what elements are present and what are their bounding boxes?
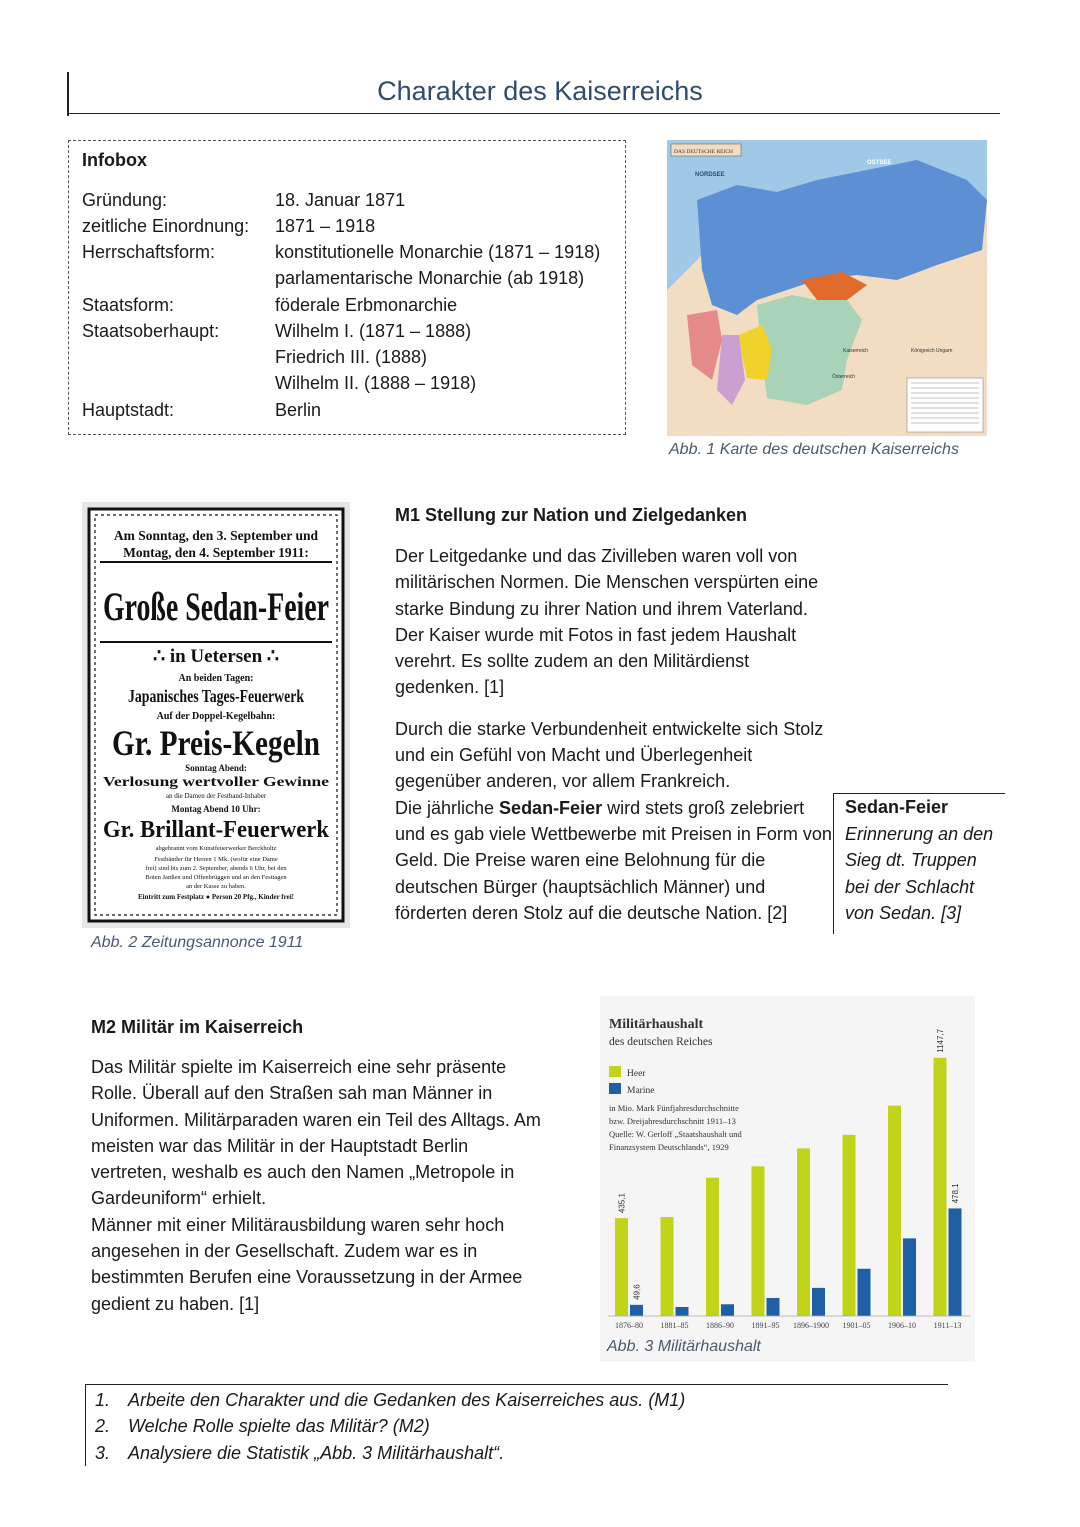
bar-heer-3	[752, 1166, 765, 1316]
bar-marine-1	[676, 1307, 689, 1316]
bar-marine-2	[721, 1304, 734, 1316]
m1-paragraph-2	[395, 795, 835, 926]
bar-marine-4	[812, 1288, 825, 1316]
ad-small-4: an der Kasse zu haben.	[186, 883, 246, 890]
ad-monday: Montag Abend 10 Uhr:	[171, 804, 261, 814]
chart-title: Militärhaushalt	[609, 1017, 704, 1032]
ad-caption: Abb. 2 Zeitungsannonce 1911	[91, 934, 304, 951]
ad-kegeln: Gr. Preis-Kegeln	[112, 723, 320, 763]
task-number: 3.	[95, 1443, 111, 1463]
data-label: 49,6	[632, 1284, 642, 1300]
bar-heer-0	[615, 1218, 628, 1316]
infobox-value: parlamentarische Monarchie (ab 1918)	[275, 268, 585, 288]
map-title: DAS DEUTSCHE REICH	[674, 149, 733, 155]
infobox-value: föderale Erbmonarchie	[275, 295, 458, 315]
x-tick-label: 1896–1900	[793, 1321, 829, 1330]
task-1	[95, 1390, 685, 1411]
task-number: 2.	[95, 1416, 111, 1436]
map-german-empire	[667, 140, 987, 436]
chart-note-1: in Mio. Mark Fünfjahresdurchschnitte	[609, 1103, 739, 1113]
legend-swatch-marine	[609, 1083, 621, 1094]
map-label-austria: Österreich	[832, 374, 856, 380]
infobox-value: konstitutionelle Monarchie (1871 – 1918)	[275, 242, 601, 262]
map-label-kaiserreich: Kaiserreich	[843, 348, 869, 354]
ad-place: ∴ in Uetersen ∴	[152, 646, 280, 667]
ad-brillant: Gr. Brillant-Feuerwerk	[103, 817, 330, 843]
infobox-label: Staatsform:	[82, 295, 175, 315]
x-tick-label: 1886–90	[706, 1321, 734, 1330]
ad-raffle-sub: an die Damen der Festband-Inhaber	[165, 792, 267, 800]
infobox-value: Friedrich III. (1888)	[275, 347, 428, 367]
m1-text	[395, 543, 835, 926]
ad-headline: Große Sedan-Feier	[103, 584, 329, 629]
ad-small-5: Eintritt zum Festplatz ● Person 20 Pfg., Kinder frei!	[138, 893, 294, 901]
ad-raffle: Verlosung wertvoller Gewinne	[103, 775, 329, 790]
m1-heading: M1 Stellung zur Nation und Zielgedanken	[395, 505, 748, 525]
infobox-label: Staatsoberhaupt:	[82, 321, 220, 341]
bar-heer-2	[706, 1178, 719, 1316]
task-number: 1.	[95, 1390, 111, 1410]
sedan-sidebar-title: Sedan-Feier	[845, 797, 949, 817]
newspaper-ad	[82, 502, 350, 928]
map-label-ostsee: OSTSEE	[867, 160, 892, 166]
ad-small-2: frei) sind bis zum 2. September, abends 6 Uhr, bei den	[145, 865, 287, 872]
infobox-value: Wilhelm I. (1871 – 1888)	[275, 321, 472, 341]
bar-heer-6	[888, 1106, 901, 1316]
tasks-rule	[85, 1384, 948, 1385]
chart-note-4: Finanzsystem Deutschlands“, 1929	[609, 1142, 729, 1152]
task-3	[95, 1443, 504, 1464]
infobox-title: Infobox	[82, 150, 147, 170]
bar-marine-3	[767, 1298, 780, 1316]
chart-caption: Abb. 3 Militärhaushalt	[607, 1338, 761, 1355]
chart-note-2: bzw. Dreijahresdurchschnitt 1911–13	[609, 1116, 736, 1126]
m1-text-part: wird stets groß zelebriert und es gab viele Wettbewerbe mit Preisen in Form von Geld. Die Preise waren eine Belohnung für die deutschen Bürger (hauptsächlich Männer) und förderten deren Stolz auf die deutsche Nation. [2]	[395, 797, 832, 923]
infobox-label: Herrschaftsform:	[82, 242, 216, 262]
m1-text-part: Die jährliche	[395, 797, 500, 818]
infobox-value: Berlin	[275, 400, 322, 420]
data-label: 1147,7	[936, 1028, 945, 1053]
legend-label-marine: Marine	[627, 1086, 655, 1096]
infobox-label: zeitliche Einordnung:	[82, 216, 250, 236]
ad-small-1: Festbänder für Herren 1 Mk. (wofür eine Dame	[154, 856, 278, 863]
bar-heer-5	[843, 1135, 856, 1316]
sedan-sidebar-text: Erinnerung an den Sieg dt. Truppen bei der Schlacht von Sedan. [3]	[845, 824, 994, 923]
infobox-label: Hauptstadt:	[82, 400, 175, 420]
sedan-feier-term: Sedan-Feier	[499, 797, 603, 818]
ad-small-3: Boten Janßen und Offenbrüggen und an den Festtagen	[145, 874, 287, 881]
legend-swatch-heer	[609, 1066, 621, 1077]
x-tick-label: 1911–13	[933, 1321, 962, 1330]
x-tick-label: 1906–10	[888, 1321, 916, 1330]
m2-paragraph-1: Das Militär spielte im Kaiserreich eine sehr präsente Rolle. Überall auf den Straßen sah man Männer in Uniformen. Militärparaden waren ein Teil des Alltags. Am meisten war das Militär in der Hauptstadt Berlin vertreten, weshalb es auch den Namen „Metropole in Gardeuniform“ erhielt.	[91, 1057, 541, 1209]
bar-marine-0	[630, 1305, 643, 1316]
map-label-hungary: Königreich Ungarn	[911, 348, 953, 354]
task-2	[95, 1416, 430, 1437]
m2-text	[91, 1054, 541, 1317]
bar-marine-7	[949, 1208, 962, 1316]
infobox-value: 18. Januar 1871	[275, 190, 406, 210]
x-tick-label: 1881–85	[660, 1321, 689, 1330]
ad-line-1: Am Sonntag, den 3. September und	[113, 528, 319, 543]
chart-note-3: Quelle: W. Gerloff „Staatshaushalt und	[609, 1129, 742, 1139]
bar-heer-1	[661, 1217, 674, 1316]
bar-marine-6	[903, 1238, 916, 1316]
x-tick-label: 1876–80	[615, 1321, 643, 1330]
map-caption: Abb. 1 Karte des deutschen Kaiserreichs	[669, 441, 959, 458]
ad-fireworks-day: Japanisches Tages-Feuerwerk	[128, 686, 304, 706]
chart-subtitle: des deutschen Reiches	[609, 1036, 713, 1048]
task-text: Analysiere die Statistik „Abb. 3 Militärhaushalt“.	[128, 1443, 505, 1463]
ad-line-2: Montag, den 4. September 1911:	[123, 545, 309, 560]
map-label-nordsee: NORDSEE	[695, 172, 725, 178]
task-text: Welche Rolle spielte das Militär? (M2)	[128, 1416, 430, 1436]
task-text: Arbeite den Charakter und die Gedanken des Kaiserreiches aus. (M1)	[128, 1390, 686, 1410]
data-label: 435,1	[617, 1193, 627, 1214]
ad-doppel: Auf der Doppel-Kegelbahn:	[156, 711, 276, 722]
ad-sunday-evening: Sonntag Abend:	[185, 763, 247, 773]
m1-paragraph-1: Der Leitgedanke und das Zivilleben waren voll von militärischen Normen. Die Menschen verspürten eine starke Bindung zu ihrer Nation und ihrem Vaterland. Der Kaiser wurde mit Fotos in fast jedem Haushalt verehrt. Es sollte zudem an den Militärdienst gedenken. [1]	[395, 546, 819, 698]
legend-label-heer: Heer	[627, 1069, 646, 1079]
infobox-value: Wilhelm II. (1888 – 1918)	[275, 373, 477, 393]
bar-heer-4	[797, 1148, 810, 1316]
x-tick-label: 1901–05	[842, 1321, 871, 1330]
m2-heading: M2 Militär im Kaiserreich	[91, 1017, 304, 1037]
infobox-value: 1871 – 1918	[275, 216, 376, 236]
tasks-rule-vertical	[85, 1384, 86, 1466]
chart-background	[600, 996, 975, 1362]
ad-by: abgebrannt vom Kunstfeuerwerker Berckholtz	[155, 845, 277, 852]
header-rule	[67, 113, 1000, 114]
m2-paragraph-2: Männer mit einer Militärausbildung waren sehr hoch angesehen in der Gesellschaft. Zudem war es in bestimmten Berufen eine Voraussetzung in der Armee gedient zu haben. [1]	[91, 1214, 523, 1314]
ad-both-days: An beiden Tagen:	[178, 673, 254, 684]
bar-heer-7	[934, 1058, 947, 1316]
bar-marine-5	[858, 1269, 871, 1316]
data-label: 478,1	[951, 1183, 960, 1204]
x-tick-label: 1891–95	[751, 1321, 780, 1330]
military-budget-chart	[600, 996, 975, 1362]
page-title: Charakter des Kaiserreichs	[377, 76, 703, 106]
m1-paragraph-2a: Durch die starke Verbundenheit entwickelte sich Stolz und ein Gefühl von Macht und Überlegenheit gegenüber anderen, vor allem Frankreich.	[395, 718, 824, 792]
map-legend	[907, 378, 983, 432]
infobox-label: Gründung:	[82, 190, 168, 210]
